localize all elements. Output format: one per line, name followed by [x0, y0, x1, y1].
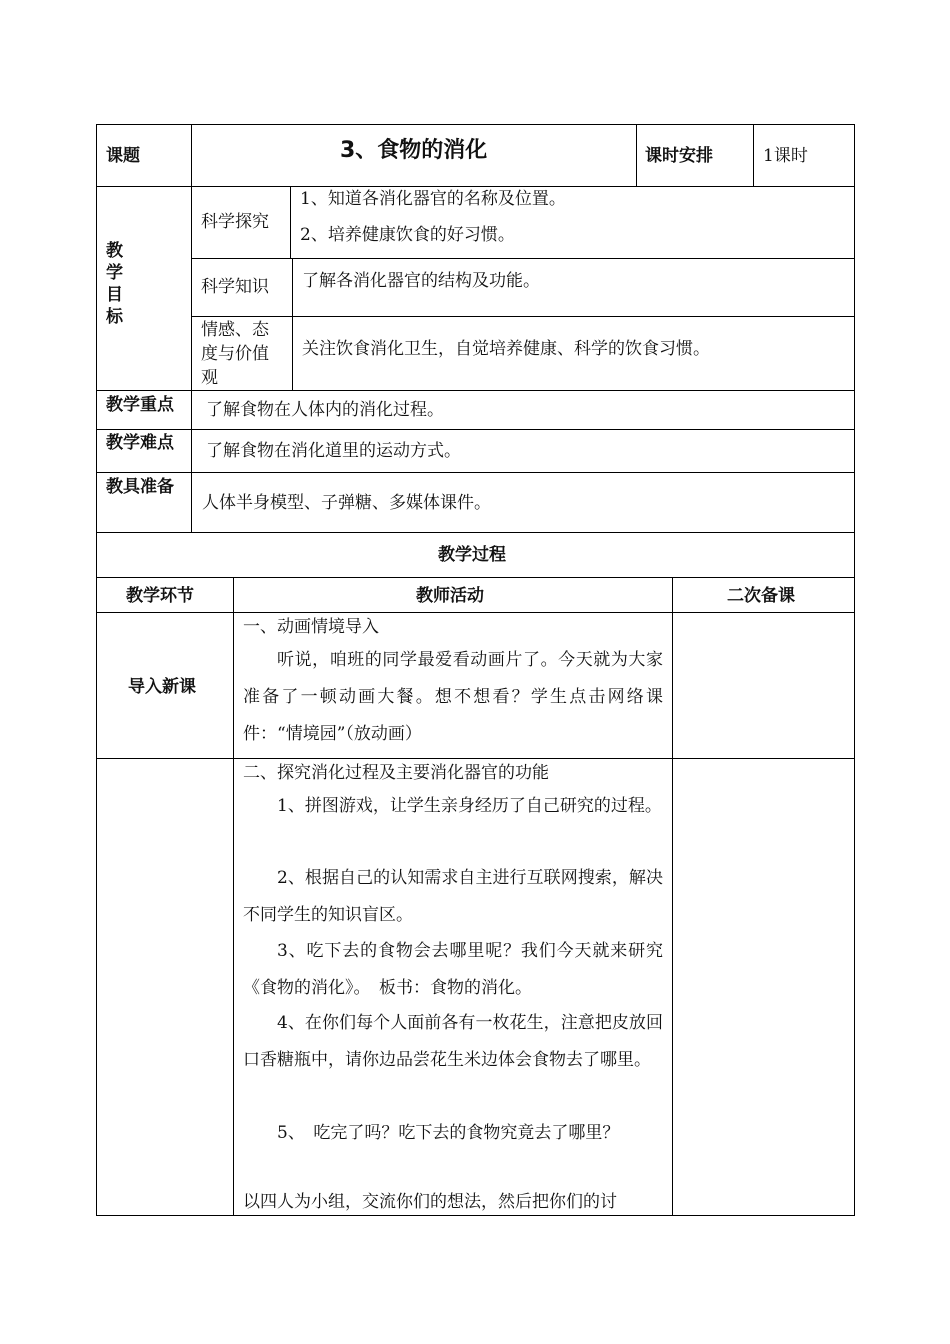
goal-category-attitude-line: 观: [201, 368, 218, 388]
column-divider: [753, 124, 754, 186]
goal-line: 了解各消化器官的结构及功能。: [302, 271, 540, 291]
difficulty-value: 了解食物在消化道里的运动方式。: [206, 441, 461, 461]
table-border-bottom: [96, 1215, 854, 1216]
tools-value: 人体半身模型、子弹糖、多媒体课件。: [202, 493, 491, 513]
schedule-value: 1课时: [763, 146, 808, 166]
goal-category-inquiry: 科学探究: [201, 212, 269, 232]
activity-paragraph: 3、吃下去的食物会去哪里呢？我们今天就来研究《食物的消化》。 板书：食物的消化。: [243, 941, 663, 998]
activity-paragraph: 2、根据自己的认知需求自主进行互联网搜索，解决不同学生的知识盲区。: [243, 868, 663, 925]
key-point-label: 教学重点: [106, 395, 174, 415]
column-divider: [191, 124, 192, 532]
goals-label: [106, 240, 130, 328]
row-divider: [96, 612, 854, 613]
column-divider: [636, 124, 637, 186]
goal-line: 2、培养健康饮食的好习惯。: [300, 225, 515, 245]
key-point-value: 了解食物在人体内的消化过程。: [206, 400, 444, 420]
column-header-notes: 二次备课: [727, 586, 795, 606]
process-title: 教学过程: [438, 545, 506, 565]
column-divider: [233, 577, 234, 1215]
difficulty-label: 教学难点: [106, 433, 174, 453]
row-divider: [96, 472, 854, 473]
row-divider: [191, 316, 854, 317]
row-divider: [96, 186, 854, 187]
goal-category-knowledge: 科学知识: [201, 277, 269, 297]
column-header-stage: 教学环节: [126, 586, 194, 606]
row-divider: [96, 429, 854, 430]
goals-label-char: 教: [106, 241, 123, 261]
column-divider: [672, 577, 673, 1215]
schedule-label: 课时安排: [645, 146, 713, 166]
row-divider: [96, 532, 854, 533]
activity-paragraph: 听说，咱班的同学最爱看动画片了。今天就为大家准备了一顿动画大餐。想不想看？学生点击网络课件：“情境园”（放动画）: [243, 650, 663, 744]
goal-line: 关注饮食消化卫生，自觉培养健康、科学的饮食习惯。: [302, 339, 710, 359]
goal-line: 1、知道各消化器官的名称及位置。: [300, 189, 566, 209]
stage-label: 导入新课: [128, 677, 196, 697]
goals-label-char: 目: [106, 285, 123, 305]
activity-paragraph: 5、 吃完了吗？吃下去的食物究竟去了哪里？: [277, 1123, 620, 1143]
row-divider: [96, 758, 854, 759]
row-divider: [96, 390, 854, 391]
row-divider: [96, 577, 854, 578]
column-header-activity: 教师活动: [416, 586, 484, 606]
topic-label: 课题: [106, 146, 140, 166]
table-border-left: [96, 124, 97, 1216]
activity-paragraph: 1、拼图游戏，让学生亲身经历了自己研究的过程。: [277, 796, 662, 816]
row-divider: [191, 258, 854, 259]
table-border-right: [854, 124, 855, 1216]
tools-label: 教具准备: [106, 477, 174, 497]
column-divider: [292, 258, 293, 390]
activity-trailing-line: 以四人为小组，交流你们的想法，然后把你们的讨: [243, 1192, 617, 1212]
column-divider: [290, 186, 291, 258]
table-border-top: [96, 124, 854, 125]
goal-category-attitude-line: 度与价值: [201, 344, 269, 364]
section-heading: 二、探究消化过程及主要消化器官的功能: [243, 763, 549, 783]
page-title: 3、食物的消化: [340, 138, 488, 163]
goals-label-char: 标: [106, 307, 123, 327]
goal-category-attitude-line: 情感、态: [201, 320, 269, 340]
section-heading: 一、动画情境导入: [243, 617, 379, 637]
goals-label-char: 学: [106, 263, 123, 283]
activity-paragraph: 4、在你们每个人面前各有一枚花生，注意把皮放回口香糖瓶中，请你边品尝花生米边体会食物去了哪里。: [243, 1013, 663, 1070]
